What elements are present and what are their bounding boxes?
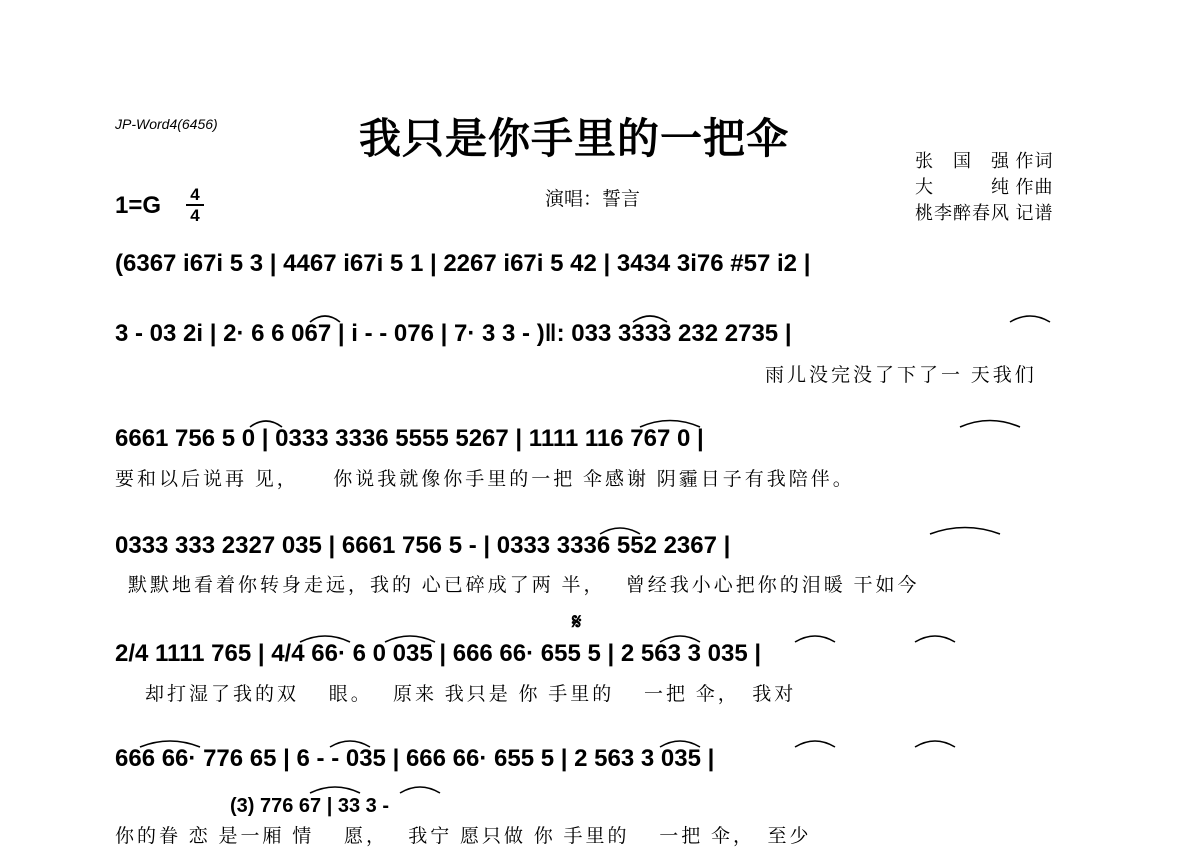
slur-arc <box>400 787 440 793</box>
slur-arc <box>930 528 1000 535</box>
slur-arc <box>795 741 835 747</box>
slur-arc <box>640 421 700 428</box>
slur-arc <box>660 636 700 642</box>
slur-arc <box>633 316 667 322</box>
singer-label: 演唱：誓言 <box>545 189 641 210</box>
lyrics-line-6: 你的眷 恋 是一厢 情 愿， 我宁 愿只做 你 手里的 一把 伞， 至少 <box>115 826 812 847</box>
slur-arc <box>385 636 435 642</box>
slur-arc <box>915 741 955 747</box>
credit-lyricist: 张 国 强 作词 <box>915 151 1054 171</box>
slur-arc <box>310 787 360 793</box>
lyrics-line-4: 默默地看着你转身走远，我的 心已碎成了两 半， 曾经我小心把你的泪暖 干如今 <box>128 575 920 596</box>
time-signature-top: 4 <box>190 185 200 204</box>
notation-line-4: 0333 333 2327 035 | 6661 756 5 - | 0333 3336 552 2367 | <box>115 532 731 559</box>
slur-arc <box>330 741 370 747</box>
time-signature-bottom: 4 <box>190 206 200 225</box>
alternate-ending: (3) 776 67 | 33 3 - <box>230 795 390 817</box>
slur-arc <box>250 421 282 427</box>
notation-line-5: 2/4 1111 765 | 4/4 66· 6 0 035 | 666 66· 655 5 | 2 563 3 035 | <box>115 640 762 667</box>
slur-arc <box>960 421 1020 428</box>
notation-line-1: (6367 i67i 5 3 | 4467 i67i 5 1 | 2267 i67i 5 42 | 3434 3i76 #57 i2 | <box>115 250 811 277</box>
slur-arc <box>310 316 340 322</box>
slur-arc <box>915 636 955 642</box>
notation-line-2: 3 - 03 2i | 2· 6 6 067 | i - - 076 | 7· 3 3 - )‖: 033 3333 232 2735 | <box>115 320 792 347</box>
credit-transcriber: 桃李醉春风 记谱 <box>915 203 1054 223</box>
slur-arc <box>600 528 640 534</box>
segno-icon: 𝄋 <box>572 610 582 635</box>
notation-line-6: 666 66· 776 65 | 6 - - 035 | 666 66· 655 5 | 2 563 3 035 | <box>115 745 715 772</box>
lyrics-line-2: 雨儿没完没了下了一 天我们 <box>765 365 1037 386</box>
slur-arc <box>140 741 200 747</box>
key-signature: 1=G <box>115 192 162 219</box>
page-title: 我只是你手里的一把伞 <box>359 117 790 163</box>
lyrics-line-5: 却打湿了我的双 眼。 原来 我只是 你 手里的 一把 伞， 我对 <box>145 684 797 705</box>
slur-arc <box>300 636 350 642</box>
source-label: JP-Word4(6456) <box>115 116 218 132</box>
notation-line-3: 6661 756 5 0 | 0333 3336 5555 5267 | 1111 116 767 0 | <box>115 425 704 452</box>
slur-arc <box>1010 316 1050 322</box>
lyrics-line-3: 要和以后说再 见， 你说我就像你手里的一把 伞感谢 阴霾日子有我陪伴。 <box>115 469 855 490</box>
credit-composer: 大 纯 作曲 <box>915 177 1054 197</box>
slur-arc <box>660 741 700 747</box>
slur-arc <box>795 636 835 642</box>
